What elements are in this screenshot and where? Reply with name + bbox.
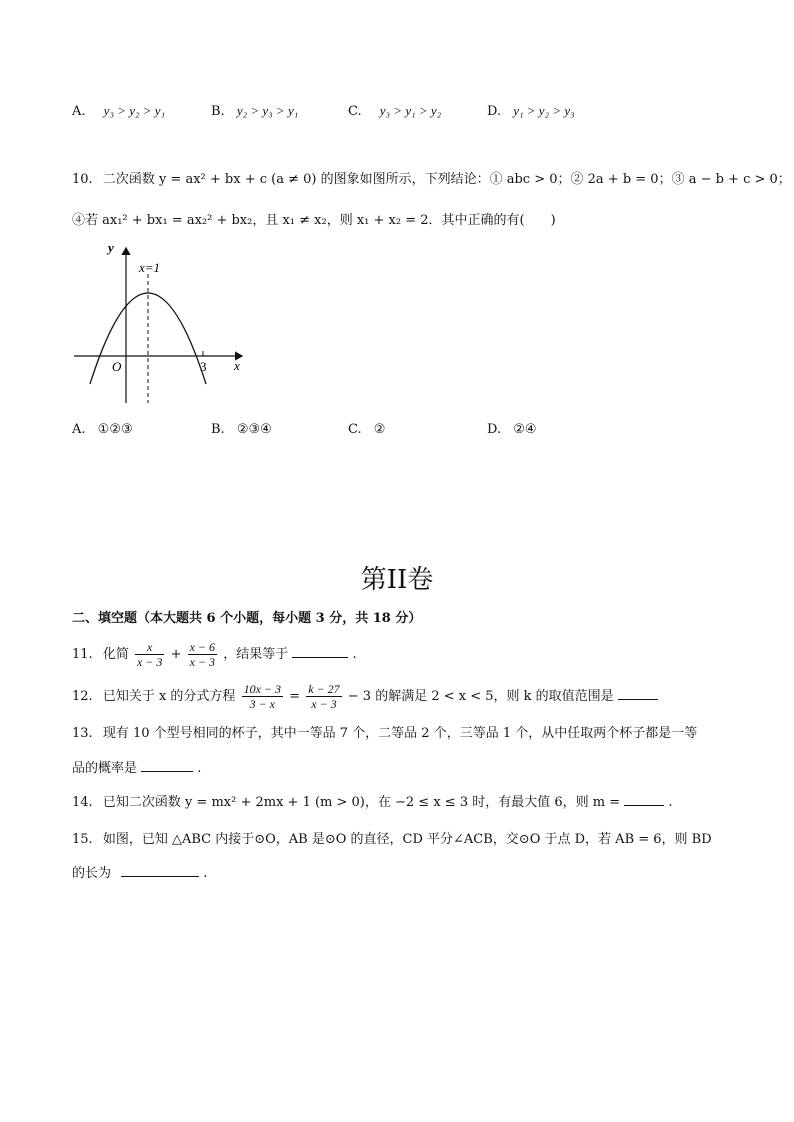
numerator: k − 27 (308, 682, 340, 696)
q15-line2 (72, 862, 207, 884)
fraction-2 (306, 682, 341, 711)
question-prefix: 已知关于 x 的分式方程 (102, 689, 236, 704)
q9-option-d (487, 101, 575, 122)
question-text: 已知二次函数 y = mx² + 2mx + 1 (m > 0)，在 −2 ≤ x ≤ 3 时，有最大值 6，则 m = (102, 795, 621, 810)
denominator: 3 − x (249, 697, 276, 711)
question-suffix: 的解满足 2 < x < 5，则 k 的取值范围是 (375, 689, 614, 704)
tick-label-3: 3 (200, 359, 207, 374)
part-title: 第II卷 (360, 565, 434, 595)
q12-line (72, 680, 658, 714)
q10-stem-line1 (72, 170, 791, 190)
answer-blank (292, 643, 348, 658)
question-number: 11. (72, 647, 93, 662)
q9-option-b (211, 101, 298, 122)
option-label: A. (72, 104, 86, 119)
option-text: ②③④ (236, 422, 272, 437)
option-text: ② (373, 422, 386, 437)
end-mark: . (203, 866, 208, 881)
question-text: ④若 ax₁² + bx₁ = ax₂² + bx₂，且 x₁ ≠ x₂，则 x₁ + x₂ = 2．其中正确的有( ) (72, 213, 556, 228)
denominator: x − 3 (136, 655, 163, 669)
q14-line (72, 791, 673, 813)
answer-blank (618, 685, 658, 700)
question-text: 品的概率是 (72, 761, 138, 776)
option-label: B. (211, 422, 225, 437)
question-text: 如图，已知 △ABC 内接于⊙O，AB 是⊙O 的直径，CD 平分∠ACB，交⊙O 于点 D，若 AB = 6，则 BD (102, 832, 712, 847)
fraction-1 (135, 640, 164, 669)
origin-label: O (112, 359, 122, 374)
option-text: y₁ > y₂ > y₃ (513, 103, 575, 118)
numerator: x (135, 640, 164, 655)
question-prefix: 化简 (102, 647, 129, 662)
question-number: 13. (72, 726, 93, 741)
q10-option-a (72, 420, 133, 440)
option-label: B. (211, 104, 225, 119)
q9-option-c (348, 101, 441, 122)
question-suffix: ，结果等于 (223, 647, 289, 662)
option-label: A. (72, 422, 86, 437)
denominator: x − 3 (189, 655, 216, 669)
end-mark: . (197, 761, 202, 776)
symmetry-axis-label: x=1 (139, 260, 161, 275)
denominator: x − 3 (311, 697, 337, 711)
question-number: 10. (72, 172, 93, 187)
question-text: 二次函数 y = ax² + bx + c (a ≠ 0) 的图象如图所示，下列结论：① abc > 0；② 2a + b = 0；③ a − b + c > 0； (102, 172, 791, 187)
option-text: y₂ > y₃ > y₁ (236, 103, 299, 118)
option-text: ②④ (513, 422, 537, 437)
numerator: 10x − 3 (243, 682, 282, 696)
q10-option-d (487, 420, 537, 440)
answer-blank (624, 791, 664, 806)
section-heading: 二、填空题（本大题共 6 个小题，每小题 3 分，共 18 分） (72, 611, 422, 626)
end-mark: . (352, 647, 357, 662)
answer-blank (121, 862, 199, 877)
equals-sign: = (289, 689, 301, 704)
q10-option-c (348, 420, 385, 440)
option-label: D. (487, 422, 502, 437)
q9-option-a (72, 101, 165, 122)
question-text: 的长为 (72, 866, 112, 881)
q15-line1 (72, 830, 712, 850)
x-axis-label: x (234, 358, 240, 373)
question-number: 15. (72, 832, 93, 847)
option-label: C. (348, 104, 362, 119)
y-axis-label: y (108, 240, 114, 255)
q10-stem-line2 (72, 211, 556, 231)
question-number: 12. (72, 689, 93, 704)
tail-term: − 3 (347, 689, 372, 704)
answer-blank (141, 757, 193, 772)
q10-option-b (211, 420, 272, 440)
plus-sign: + (170, 647, 182, 662)
question-number: 14. (72, 795, 93, 810)
option-text: ①②③ (97, 422, 133, 437)
option-label: D. (487, 104, 502, 119)
fraction-1 (242, 682, 283, 711)
end-mark: . (668, 795, 673, 810)
fraction-2 (188, 640, 217, 669)
option-text: y₃ > y₂ > y₁ (103, 103, 166, 118)
option-label: C. (348, 422, 362, 437)
q13-line2 (72, 757, 201, 779)
question-text: 现有 10 个型号相同的杯子，其中一等品 7 个，二等品 2 个，三等品 1 个，从中任取两个杯子都是一等 (102, 726, 698, 741)
q13-line1 (72, 724, 697, 744)
parabola-graph (70, 238, 250, 408)
q11-line (72, 638, 357, 672)
option-text: y₃ > y₁ > y₂ (379, 103, 442, 118)
numerator: x − 6 (189, 640, 216, 654)
